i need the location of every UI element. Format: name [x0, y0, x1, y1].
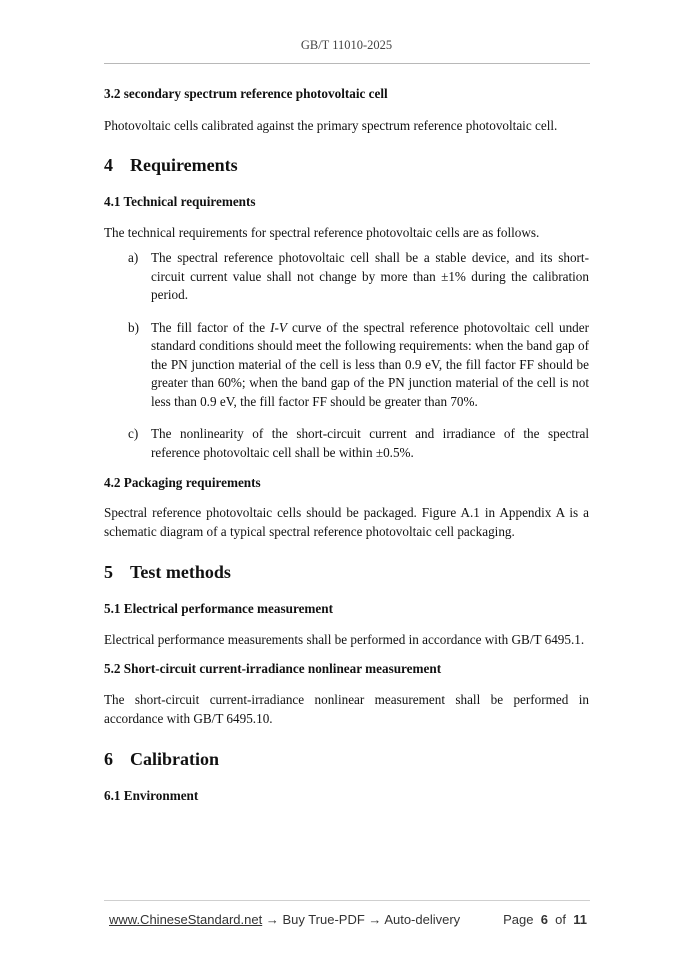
buy-text: Buy True-PDF — [282, 912, 365, 927]
footer-links — [109, 912, 460, 927]
section-3-2-text: Photovoltaic cells calibrated against the primary spectrum reference photovoltaic cell. — [104, 118, 558, 133]
list-marker: c) — [128, 426, 139, 441]
section-6-number: 6 — [104, 749, 113, 769]
list-item — [104, 319, 589, 412]
section-3-2-heading: 3.2 secondary spectrum reference photovoltaic cell — [104, 86, 388, 101]
section-5-1-text: Electrical performance measurements shall be performed in accordance with GB/T 6495.1. — [104, 632, 585, 647]
list-item-text: The spectral reference photovoltaic cell shall be a stable device, and its short-circuit current value shall not change by more than ±1% during the calibration period. — [151, 250, 589, 302]
delivery-text: Auto-delivery — [384, 912, 461, 927]
arrow-icon: → — [364, 912, 385, 927]
section-5-number: 5 — [104, 562, 113, 582]
iv-curve-italic: I-V — [270, 319, 287, 335]
list-item-text-post: curve of the spectral reference photovoltaic cell under standard conditions should meet the following requirements: when the band gap of the PN junction material of the cell is less than 0.9 eV, the fill factor FF should be greater than 60%; when the band gap of the PN junction material of the cell is not less than 0.9 eV, the fill factor FF should be greater than 70%. — [151, 319, 589, 409]
list-marker: a) — [128, 250, 139, 265]
section-5-1-heading: 5.1 Electrical performance measurement — [104, 601, 333, 616]
list-marker: b) — [128, 319, 139, 335]
section-6-title: Calibration — [130, 749, 220, 769]
page-indicator — [503, 912, 587, 927]
section-6-heading — [104, 749, 589, 770]
list-item-text: The nonlinearity of the short-circuit current and irradiance of the spectral reference photovoltaic cell shall be within ±0.5%. — [151, 426, 589, 460]
section-6-1-heading: 6.1 Environment — [104, 788, 199, 803]
section-4-1-intro: The technical requirements for spectral reference photovoltaic cells are as follows. — [104, 225, 540, 240]
section-4-2-heading: 4.2 Packaging requirements — [104, 475, 261, 490]
arrow-icon: → — [262, 912, 283, 927]
list-item-text — [151, 319, 589, 412]
page-footer — [109, 912, 589, 932]
section-4-number: 4 — [104, 155, 113, 175]
footer-rule — [104, 900, 590, 901]
section-4-title: Requirements — [130, 155, 238, 175]
list-item-text-pre: The fill factor of the — [151, 319, 271, 335]
page-header: GB/T 11010-2025 — [300, 38, 393, 52]
document-body — [104, 86, 589, 804]
section-5-heading — [104, 562, 589, 583]
page-number: 6 — [540, 912, 548, 927]
page-word: Page — [503, 912, 534, 927]
requirements-list — [104, 249, 589, 462]
section-5-title: Test methods — [130, 562, 231, 582]
list-item — [104, 425, 589, 462]
section-5-2-heading: 5.2 Short-circuit current-irradiance nonlinear measurement — [104, 661, 442, 676]
header-rule — [104, 63, 590, 64]
of-word: of — [555, 912, 567, 927]
total-pages: 11 — [573, 912, 587, 927]
section-4-1-heading: 4.1 Technical requirements — [104, 194, 256, 209]
section-4-heading — [104, 155, 589, 176]
section-5-2-text: The short-circuit current-irradiance nonlinear measurement shall be performed in accordance with GB/T 6495.10. — [104, 692, 589, 726]
list-item — [104, 249, 589, 305]
site-link[interactable]: www.ChineseStandard.net — [109, 912, 263, 927]
section-4-2-text: Spectral reference photovoltaic cells should be packaged. Figure A.1 in Appendix A is a schematic diagram of a typical spectral reference photovoltaic cell packaging. — [104, 505, 589, 539]
